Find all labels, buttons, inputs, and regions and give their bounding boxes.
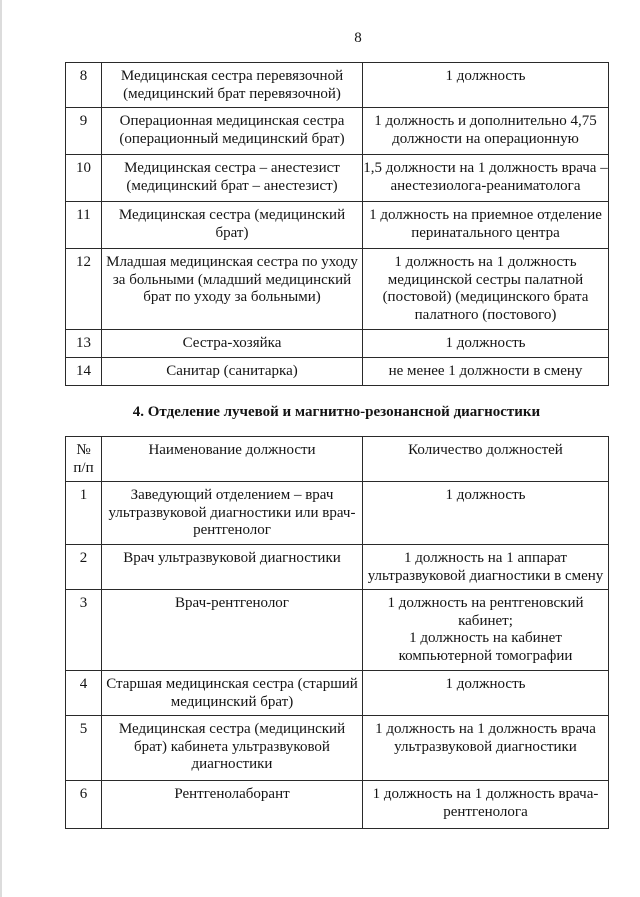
- cell-text-line: 6: [79, 786, 88, 802]
- row-number-cell: [66, 155, 102, 201]
- row-number-cell: [66, 590, 102, 670]
- row-number-cell: [66, 63, 102, 107]
- row-number-cell: [66, 108, 102, 154]
- cell-text-line: 1 должность: [445, 68, 526, 84]
- cell-text-line: 14: [76, 363, 91, 379]
- cell-text-line: 9: [79, 113, 88, 129]
- cell-text-line: Операционная медицинская сестра: [119, 113, 345, 129]
- cell-text-line: 3: [79, 595, 88, 611]
- radiology-staffing-table: [65, 436, 609, 829]
- cell-text-line: 1 должность: [445, 676, 526, 692]
- cell-text-line: Медицинская сестра перевязочной: [120, 68, 344, 84]
- position-name-cell: [102, 545, 363, 589]
- cell-text-line: 4: [79, 676, 88, 692]
- cell-text-line: п/п: [73, 459, 94, 476]
- cell-text-line: 1,5 должности на 1 должность врача –: [363, 160, 608, 176]
- cell-text-line: 10: [76, 160, 91, 176]
- position-name-cell: [102, 671, 363, 715]
- cell-text-line: брат): [215, 224, 249, 241]
- cell-text-line: 1: [79, 487, 88, 503]
- header-row-number-cell: [66, 437, 102, 481]
- position-name-cell: [102, 590, 363, 670]
- position-count-cell: [363, 155, 609, 201]
- cell-text-line: рентгенолога: [443, 803, 528, 820]
- cell-text-line: Наименование должности: [148, 442, 316, 458]
- cell-text-line: 1 должность на 1 должность: [394, 254, 577, 270]
- cell-text-line: не менее 1 должности в смену: [388, 363, 583, 379]
- cell-text-line: палатного (постового): [414, 307, 557, 324]
- section-heading: 4. Отделение лучевой и магнитно-резонансной диагностики: [132, 404, 541, 420]
- table-row: [66, 63, 609, 108]
- position-name-cell: [102, 330, 363, 357]
- cell-text-line: 13: [76, 335, 91, 351]
- position-name-cell: [102, 63, 363, 107]
- cell-text-line: брат) кабинета ультразвуковой: [134, 738, 330, 755]
- position-count-cell: [363, 716, 609, 780]
- position-count-cell: [363, 781, 609, 828]
- cell-text-line: 1 должность: [445, 335, 526, 351]
- row-number-cell: [66, 482, 102, 544]
- cell-text-line: диагностики: [191, 756, 273, 773]
- position-count-cell: [363, 482, 609, 544]
- cell-text-line: за больными (младший медицинский: [112, 271, 352, 288]
- row-number-cell: [66, 249, 102, 329]
- row-number-cell: [66, 781, 102, 828]
- table-row: [66, 482, 609, 545]
- position-name-cell: [102, 358, 363, 385]
- table-row: [66, 590, 609, 671]
- table-row: [66, 545, 609, 590]
- row-number-cell: [66, 545, 102, 589]
- table-row: [66, 716, 609, 781]
- position-count-cell: [363, 671, 609, 715]
- position-count-cell: [363, 108, 609, 154]
- position-name-cell: [102, 108, 363, 154]
- position-count-cell: [363, 590, 609, 670]
- staffing-table-continued: [65, 62, 609, 386]
- cell-text-line: (медицинский брат перевязочной): [123, 85, 341, 102]
- table-row: [66, 249, 609, 330]
- position-name-cell: [102, 202, 363, 248]
- cell-text-line: компьютерной томографии: [398, 648, 573, 665]
- cell-text-line: Врач-рентгенолог: [175, 595, 289, 611]
- position-name-cell: [102, 155, 363, 201]
- table-header-row: [66, 437, 609, 482]
- cell-text-line: 1 должность на кабинет: [409, 630, 562, 647]
- row-number-cell: [66, 202, 102, 248]
- cell-text-line: (постовой) (медицинского брата: [382, 289, 589, 306]
- cell-text-line: 2: [79, 550, 88, 566]
- cell-text-line: Количество должностей: [408, 442, 563, 458]
- position-name-cell: [102, 781, 363, 828]
- header-position-name-cell: [102, 437, 363, 481]
- position-count-cell: [363, 202, 609, 248]
- cell-text-line: 1 должность на 1 должность врача: [375, 721, 596, 737]
- table-row: [66, 155, 609, 202]
- cell-text-line: (медицинский брат – анестезист): [126, 177, 338, 194]
- cell-text-line: №: [76, 442, 91, 458]
- cell-text-line: Санитар (санитарка): [166, 363, 298, 379]
- cell-text-line: анестезиолога-реаниматолога: [390, 177, 581, 194]
- row-number-cell: [66, 358, 102, 385]
- cell-text-line: Врач ультразвуковой диагностики: [123, 550, 341, 566]
- cell-text-line: Старшая медицинская сестра (старший: [106, 676, 358, 692]
- position-name-cell: [102, 716, 363, 780]
- cell-text-line: 1 должность на 1 аппарат: [404, 550, 567, 566]
- position-count-cell: [363, 330, 609, 357]
- position-count-cell: [363, 63, 609, 107]
- cell-text-line: рентгенолог: [193, 522, 271, 539]
- cell-text-line: перинатального центра: [411, 224, 560, 241]
- table-row: [66, 671, 609, 716]
- position-name-cell: [102, 482, 363, 544]
- cell-text-line: 1 должность на приемное отделение: [369, 207, 602, 223]
- table-row: [66, 108, 609, 155]
- cell-text-line: Рентгенолаборант: [174, 786, 290, 802]
- table-row: [66, 202, 609, 249]
- cell-text-line: Сестра-хозяйка: [182, 335, 282, 351]
- cell-text-line: Медицинская сестра (медицинский: [118, 721, 346, 737]
- table-row: [66, 358, 609, 386]
- cell-text-line: ультразвуковой диагностики: [394, 738, 577, 755]
- cell-text-line: Младшая медицинская сестра по уходу: [106, 254, 358, 270]
- cell-text-line: медицинский брат): [170, 693, 294, 710]
- cell-text-line: (операционный медицинский брат): [119, 130, 345, 147]
- table-row: [66, 781, 609, 829]
- cell-text-line: Заведующий отделением – врач: [130, 487, 334, 503]
- table-row: [66, 330, 609, 358]
- cell-text-line: 1 должность на 1 должность врача-: [372, 786, 599, 802]
- page-number: 8: [354, 30, 362, 46]
- row-number-cell: [66, 330, 102, 357]
- cell-text-line: Медицинская сестра (медицинский: [118, 207, 346, 223]
- cell-text-line: 1 должность и дополнительно 4,75: [374, 113, 597, 129]
- cell-text-line: 1 должность на рентгеновский: [387, 595, 584, 611]
- cell-text-line: Медицинская сестра – анестезист: [124, 160, 340, 176]
- cell-text-line: должности на операционную: [392, 130, 579, 147]
- row-number-cell: [66, 671, 102, 715]
- position-count-cell: [363, 545, 609, 589]
- position-name-cell: [102, 249, 363, 329]
- cell-text-line: брат по уходу за больными): [143, 289, 321, 306]
- cell-text-line: кабинет;: [458, 612, 513, 629]
- cell-text-line: ультразвуковой диагностики в смену: [367, 567, 604, 584]
- cell-text-line: 5: [79, 721, 88, 737]
- cell-text-line: медицинской сестры палатной: [387, 271, 584, 288]
- cell-text-line: 8: [79, 68, 88, 84]
- header-position-count-cell: [363, 437, 609, 481]
- cell-text-line: ультразвуковой диагностики или врач-: [108, 504, 356, 521]
- cell-text-line: 12: [76, 254, 91, 270]
- cell-text-line: 1 должность: [445, 487, 526, 503]
- position-count-cell: [363, 358, 609, 385]
- row-number-cell: [66, 716, 102, 780]
- position-count-cell: [363, 249, 609, 329]
- cell-text-line: 11: [76, 207, 91, 223]
